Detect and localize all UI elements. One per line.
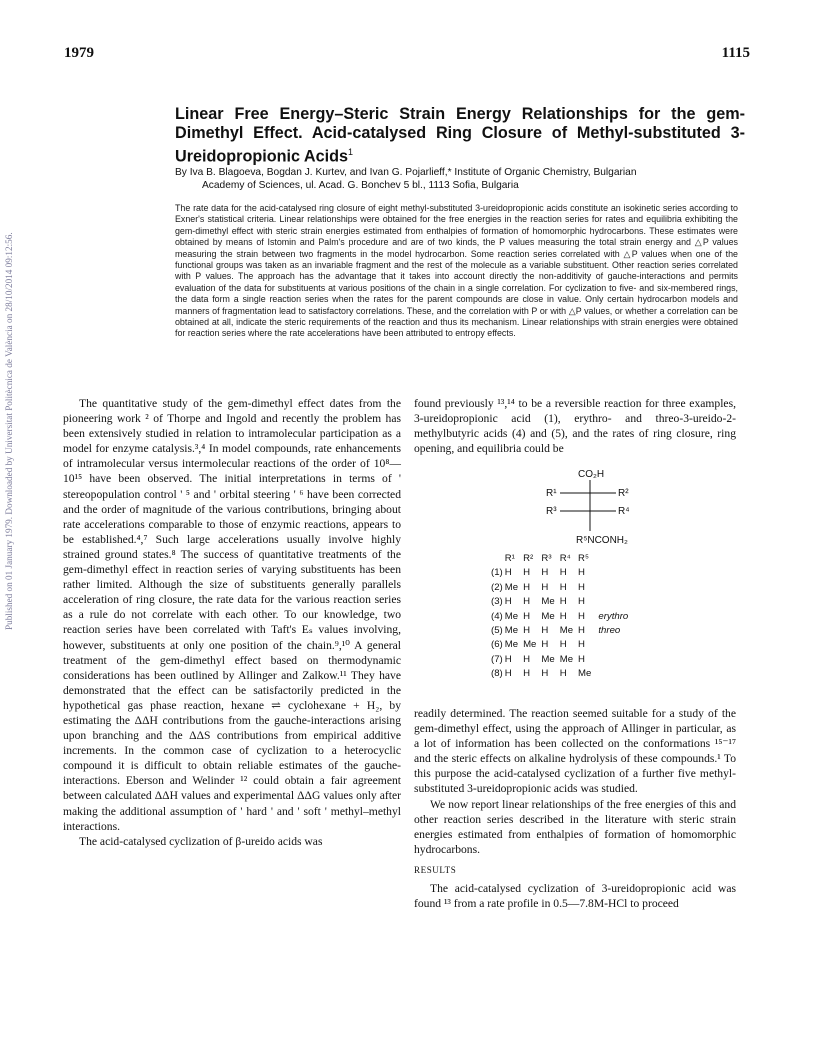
table-cell: H xyxy=(541,668,549,680)
table-header-cell: R¹ xyxy=(504,553,515,564)
table-cell: H xyxy=(523,653,530,665)
compound-number: (1) xyxy=(491,567,503,579)
table-cell: Me xyxy=(523,639,537,651)
table-cell: H xyxy=(578,581,585,593)
table-cell: H xyxy=(559,567,567,579)
table-cell: H xyxy=(523,625,530,637)
table-cell: Me xyxy=(541,653,555,665)
title-footnote-mark: 1 xyxy=(347,147,353,157)
table-row xyxy=(491,595,633,609)
body-column-right-bottom xyxy=(414,706,736,911)
body-paragraph: found previously ¹³,¹⁴ to be a reversible reaction for three examples, 3-ureidopropionic acid (1), erythro- and threo-3-ureido-2-methylbutyric acids (4) and (5), and the rates of ring closure, ring opening, and equilibria could be xyxy=(414,397,736,456)
page-number: 1115 xyxy=(721,45,750,61)
table-cell: H xyxy=(523,567,530,579)
table-cell: Me xyxy=(504,610,519,622)
table-header-cell: R⁵ xyxy=(578,553,589,564)
table-cell: H xyxy=(559,639,567,651)
compound-number: (2) xyxy=(491,581,503,593)
table-row xyxy=(491,638,633,652)
table-row xyxy=(491,653,633,667)
author-block xyxy=(175,167,750,192)
stereo-note: erythro xyxy=(598,610,629,622)
stereo-note xyxy=(596,667,633,681)
table-cell: H xyxy=(504,596,512,608)
structure-r1: R¹ xyxy=(546,488,557,499)
table-cell: H xyxy=(541,581,549,593)
structure-r2: R² xyxy=(618,488,629,499)
substituent-table xyxy=(491,552,633,682)
article-title xyxy=(175,105,745,166)
compound-number: (3) xyxy=(491,596,503,608)
abstract: The rate data for the acid-catalysed ring closure of eight methyl-substituted 3-ureidopropionic acids constitute an isokinetic series according to Exner's statistical criteria. Linear relationships were obtained for the free energies in the reaction series for rates and equilibria exhibiting the gem-dimethyl effect with steric strain energies estimated from enthalpies of formation of homomorphic hydrocarbons. These estimates were obtained by means of Istomin and Palm's procedure and are of two kinds, the P values measuring the total strain energy and △P values measuring the strain between two fragments in the model hydrocarbon. Some reaction series correlated with △P values when one of the functional groups was taken as an invariable fragment and the rest of the molecule as a variable substituent. Other reaction series correlated with P values. The approach has the advantage that it takes into account directly the non-additivity of gauche-interactions and permits evaluation of the data for substituents at various positions of the chain in a single correlation. For cyclization to five- and six-membered rings, the data form a single reaction series when the rates for the parent compounds are close in value. Only certain hydrocarbon models and manners of fragmentation lead to satisfactory correlations. These, and the correlation with P or with △P values, or whether a correlation can be obtained at all, indicate the steric requirements of the reaction and thus its mechanism. Linear relationships with strain energies were obtained for reaction series where the rate accelerations have been attributed to entropy effects. xyxy=(175,203,738,339)
table-cell: H xyxy=(541,625,549,637)
table-row xyxy=(491,667,633,681)
chemical-structure xyxy=(540,467,640,547)
body-paragraph: The quantitative study of the gem-dimethyl effect dates from the pioneering work ² of Thorpe and Ingold and recently the problem has been extensively studied in relation to intramolecular participation as a model for enzyme catalysis.³,⁴ In model compounds, rate enhancements of intramolecular versus intermolecular reactions of the order of 10⁸—10¹⁵ have been observed. The initial interpretations in terms of ' stereopopulation control ' ⁵ and ' orbital steering ' ⁶ have been corrected and the order of magnitude of the various contributions, bringing about rate accelerations comparable to those of enzymic reactions, appears to be established.⁴,⁷ Such large accelerations usually involve highly strained ground states.⁸ The success of quantitative treatments of the gem-dimethyl effect in reaction series of varying substituents has been rather limited. Although the size of substituents generally parallels acceleration of ring closure, the rate data for the various reaction series as a rule do not correlate with each other. To our knowledge, two reaction series have been correlated with Taft's Eₛ values involving, however, substituents at only one position of the chain.⁹,¹⁰ A general treatment of the gem-dimethyl effect based on thermodynamic considerations has been outlined by Allinger and Zalkow.¹¹ They have demonstrated that the effect can be satisfactorily predicted in the hypothetical gas phase reaction, hexane ⇌ cyclohexane + H₂, by estimating the ΔΔH contributions from the gauche-interactions arising upon branching and the ΔΔS contributions from empirical additive increments. In the common case of cyclization to a heterocyclic compound it is difficult to obtain reliable estimates of the gauche-interactions. Eberson and Welinder ¹² could obtain a fair agreement between calculated ΔΔH values and experimental ΔΔG values only after making the additional assumption of ' hard ' and ' soft ' methyl–methyl interactions. xyxy=(63,397,401,833)
table-cell: H xyxy=(541,639,549,651)
affiliation: Academy of Sciences, ul. Acad. G. Bonchev 5 bl., 1113 Sofia, Bulgaria xyxy=(202,179,519,191)
table-cell: H xyxy=(578,567,585,579)
table-cell: Me xyxy=(559,625,574,637)
table-header-row xyxy=(491,552,633,566)
table-cell: Me xyxy=(541,610,555,622)
table-header-cell xyxy=(596,552,633,566)
table-row xyxy=(491,610,633,624)
table-cell: H xyxy=(578,653,585,665)
body-paragraph: The acid-catalysed cyclization of 3-ureidopropionic acid was found ¹³ from a rate profile in 0.5—7.8M-HCl to proceed xyxy=(414,882,736,911)
section-heading-results: RESULTS xyxy=(414,864,457,875)
table-cell: H xyxy=(504,668,512,680)
table-cell: H xyxy=(578,639,585,651)
table-cell: H xyxy=(578,610,585,622)
download-notice: Published on 01 January 1979. Downloaded by Universitat Politècnica de València on 28/10/2014 09:12:56. xyxy=(4,232,14,630)
structure-r3: R³ xyxy=(546,506,557,517)
structure-top-group: CO₂H xyxy=(578,469,605,480)
compound-number: (4) xyxy=(491,610,503,622)
body-paragraph: We now report linear relationships of the free energies of this and other reaction series described in the literature with steric strain energies estimated from enthalpies of formation of homomorphic hydrocarbons. xyxy=(414,797,736,856)
body-paragraph: The acid-catalysed cyclization of β-ureido acids was xyxy=(79,834,323,848)
table-cell: H xyxy=(541,567,549,579)
table-header-cell: R² xyxy=(523,553,534,564)
stereo-note xyxy=(596,653,633,667)
structure-bottom-group: R⁵NCONH₂ xyxy=(576,535,628,546)
journal-year: 1979 xyxy=(64,45,94,61)
table-cell: H xyxy=(559,581,567,593)
table-cell: Me xyxy=(578,668,592,680)
compound-number: (7) xyxy=(491,653,503,665)
compound-number: (8) xyxy=(491,668,503,680)
table-cell: H xyxy=(523,668,530,680)
table-cell: H xyxy=(523,596,530,608)
table-cell: H xyxy=(578,625,585,637)
stereo-note xyxy=(596,566,633,580)
table-header-cell: R⁴ xyxy=(559,553,571,564)
table-cell: H xyxy=(504,567,512,579)
table-header-cell: R³ xyxy=(541,553,552,564)
stereo-note xyxy=(596,581,633,595)
table-cell: H xyxy=(578,596,585,608)
table-cell: H xyxy=(523,581,530,593)
table-row xyxy=(491,581,633,595)
table-cell: H xyxy=(559,596,567,608)
compound-number: (6) xyxy=(491,639,503,651)
table-cell: Me xyxy=(541,596,555,608)
structure-r4: R⁴ xyxy=(618,506,630,517)
table-cell: H xyxy=(523,610,530,622)
table-cell: Me xyxy=(559,653,574,665)
table-cell: Me xyxy=(504,625,519,637)
author-line: By Iva B. Blagoeva, Bogdan J. Kurtev, and Ivan G. Pojarlieff,* Institute of Organic Chemistry, Bulgarian xyxy=(175,167,637,178)
stereo-note xyxy=(596,595,633,609)
table-row xyxy=(491,566,633,580)
table-cell: H xyxy=(504,653,512,665)
table-row xyxy=(491,624,633,638)
stereo-note xyxy=(596,638,633,652)
table-cell: H xyxy=(559,668,567,680)
article-title-text: Linear Free Energy–Steric Strain Energy Relationships for the gem-Dimethyl Effect. Acid-catalysed Ring Closure of Methyl-substituted 3-Ureidopropionic Acids xyxy=(175,105,745,166)
body-paragraph: readily determined. The reaction seemed suitable for a study of the gem-dimethyl effect, using the approach of Allinger in particular, as a lot of information has been collected on the conformations ¹⁵⁻¹⁷ and the steric effects on alkaline hydrolysis of these compounds.¹ To this purpose the acid-catalysed cyclization of a further five methyl-substituted 3-ureidopropionic acids was studied. xyxy=(414,707,736,796)
table-header-cell xyxy=(491,552,505,566)
structure-drawing xyxy=(540,467,640,547)
body-column-left xyxy=(63,396,401,849)
body-column-right-top xyxy=(414,396,736,456)
table-cell: Me xyxy=(504,639,519,651)
stereo-note: threo xyxy=(598,625,621,637)
table-cell: Me xyxy=(504,581,519,593)
table-cell: H xyxy=(559,610,567,622)
compound-number: (5) xyxy=(491,625,503,637)
